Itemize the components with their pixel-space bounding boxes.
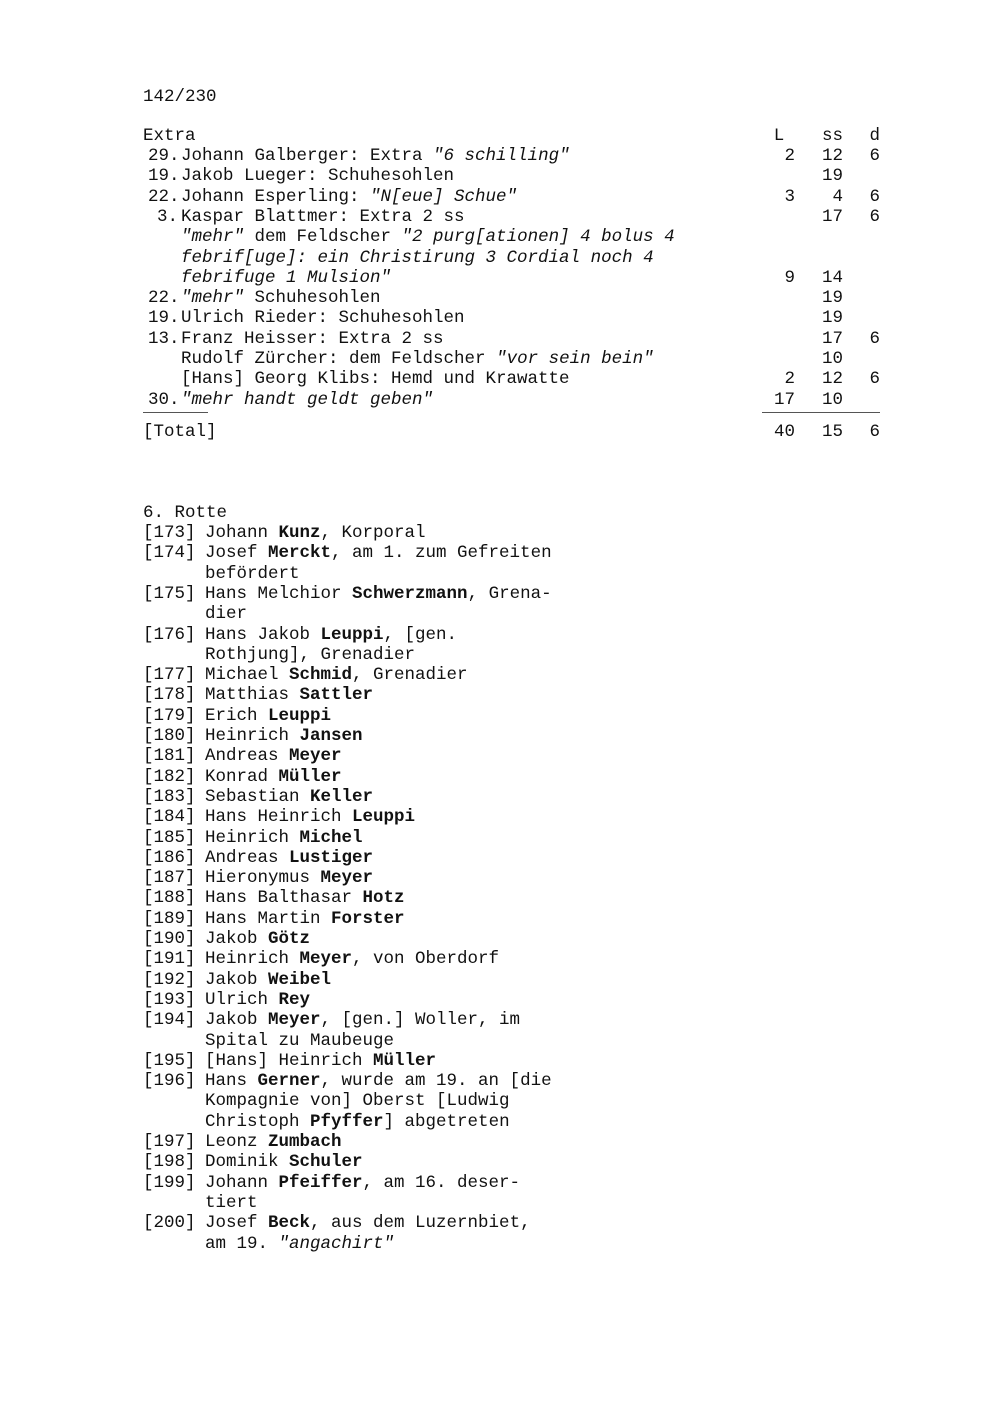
member-name [205, 949, 499, 969]
entry-quote: "mehr handt geldt geben" [181, 390, 434, 410]
member-first-name: Hans Melchior [205, 584, 353, 604]
member-note-text: Spital zu Maubeuge [205, 1031, 395, 1051]
total-d: 6 [869, 422, 880, 442]
member-surname: Schwerzmann [352, 584, 468, 604]
member-id: [188] [143, 888, 196, 908]
member-note-text: am 19. [205, 1234, 279, 1254]
entry-L: 17 [773, 390, 795, 410]
member-id: [197] [143, 1132, 196, 1152]
member-id: [182] [143, 767, 196, 787]
member-note-text: Kompagnie von] Oberst [Ludwig [205, 1091, 510, 1111]
entry-day: 30. [148, 390, 180, 410]
member-note-text: Christoph [205, 1112, 311, 1132]
member-first-name: Hans Heinrich [205, 807, 353, 827]
entry-description: dem Feldscher [244, 227, 402, 247]
member-name [205, 787, 373, 807]
entry-quote: "6 schilling" [433, 146, 570, 166]
entry-text [181, 166, 454, 186]
entry-description: Johann Esperling: [181, 187, 371, 207]
member-name [205, 685, 373, 705]
member-surname: Müller [278, 767, 342, 787]
entry-ss: 12 [821, 369, 843, 389]
member-first-name: Andreas [205, 746, 290, 766]
member-note: , Korporal [320, 523, 426, 543]
member-surname: Gerner [257, 1071, 321, 1091]
member-name [205, 523, 426, 543]
entry-quote: "N[eue] Schue" [370, 187, 518, 207]
entry-description: Jakob Lueger: Schuhesohlen [181, 166, 455, 186]
member-note-surname: Pfyffer [310, 1112, 384, 1132]
member-note-continued [205, 645, 415, 665]
member-surname: Meyer [320, 868, 374, 888]
member-id: [196] [143, 1071, 196, 1091]
member-first-name: Jakob [205, 970, 269, 990]
member-name [205, 970, 331, 990]
member-id: [180] [143, 726, 196, 746]
column-header-L: L [773, 126, 785, 146]
member-surname: Zumbach [268, 1132, 342, 1152]
member-surname: Weibel [268, 970, 332, 990]
member-id: [195] [143, 1051, 196, 1071]
member-name [205, 888, 405, 908]
entry-day: 22. [148, 288, 180, 308]
entry-ss: 19 [821, 308, 843, 328]
member-first-name: Heinrich [205, 726, 300, 746]
member-surname: Meyer [289, 746, 342, 766]
member-note-continued [205, 1193, 258, 1213]
entry-day: 13. [148, 329, 180, 349]
member-first-name: Heinrich [205, 828, 300, 848]
member-surname: Müller [373, 1051, 437, 1071]
entry-quote: "2 purg[ationen] 4 bolus 4 [401, 227, 675, 247]
member-name [205, 1173, 520, 1193]
member-name [205, 767, 342, 787]
member-surname: Kunz [278, 523, 321, 543]
entry-ss: 10 [821, 390, 843, 410]
member-name [205, 807, 415, 827]
member-note: , Grenadier [352, 665, 468, 685]
entry-ss: 12 [821, 146, 843, 166]
member-surname: Michel [299, 828, 363, 848]
member-first-name: Jakob [205, 929, 269, 949]
member-name [205, 929, 310, 949]
entry-ss: 17 [821, 207, 843, 227]
member-note-continued [205, 1112, 510, 1132]
member-name [205, 1213, 531, 1233]
member-name [205, 625, 457, 645]
member-name [205, 706, 331, 726]
member-note-text: befördert [205, 564, 300, 584]
member-note: , von Oberdorf [352, 949, 500, 969]
extra-title: Extra [143, 126, 196, 146]
member-surname: Beck [268, 1213, 311, 1233]
member-surname: Schuler [289, 1152, 363, 1172]
column-header-ss: ss [821, 126, 843, 146]
divider-left [143, 412, 208, 413]
member-name [205, 1132, 342, 1152]
member-id: [184] [143, 807, 196, 827]
member-first-name: Josef [205, 1213, 269, 1233]
member-surname: Meyer [268, 1010, 321, 1030]
entry-L: 3 [784, 187, 795, 207]
total-ss: 15 [821, 422, 843, 442]
member-surname: Leuppi [320, 625, 384, 645]
member-id: [176] [143, 625, 196, 645]
entry-ss: 4 [832, 187, 843, 207]
member-surname: Rey [278, 990, 311, 1010]
entry-d: 6 [869, 207, 880, 227]
member-id: [193] [143, 990, 196, 1010]
entry-text [181, 146, 570, 166]
entry-description: [Hans] Georg Klibs: Hemd und Krawatte [181, 369, 570, 389]
entry-text [181, 349, 654, 369]
member-id: [185] [143, 828, 196, 848]
member-id: [198] [143, 1152, 196, 1172]
member-note-continued [205, 1031, 394, 1051]
entry-description: Rudolf Zürcher: dem Feldscher [181, 349, 497, 369]
entry-quote: "mehr" [181, 288, 245, 308]
member-id: [192] [143, 970, 196, 990]
member-note-quote: "angachirt" [278, 1234, 395, 1254]
member-surname: Schmid [289, 665, 353, 685]
member-first-name: Sebastian [205, 787, 311, 807]
entry-d: 6 [869, 146, 880, 166]
member-name [205, 543, 552, 563]
entry-day: 19. [148, 166, 180, 186]
member-id: [177] [143, 665, 196, 685]
member-surname: Merckt [268, 543, 332, 563]
entry-text [181, 369, 570, 389]
member-id: [187] [143, 868, 196, 888]
entry-text [181, 187, 517, 207]
member-first-name: Jakob [205, 1010, 269, 1030]
entry-text [181, 288, 381, 308]
member-name [205, 746, 342, 766]
member-id: [173] [143, 523, 196, 543]
member-id: [178] [143, 685, 196, 705]
member-surname: Götz [268, 929, 311, 949]
member-surname: Hotz [362, 888, 405, 908]
member-note: , Grena- [467, 584, 552, 604]
entry-d: 6 [869, 369, 880, 389]
member-name [205, 868, 373, 888]
member-name [205, 726, 363, 746]
member-first-name: Josef [205, 543, 269, 563]
entry-day: 19. [148, 308, 180, 328]
member-first-name: Dominik [205, 1152, 290, 1172]
member-id: [190] [143, 929, 196, 949]
entry-quote: "vor sein bein" [496, 349, 654, 369]
member-first-name: Michael [205, 665, 290, 685]
member-id: [175] [143, 584, 196, 604]
total-label: [Total] [143, 422, 217, 442]
column-header-d: d [869, 126, 880, 146]
member-note: , aus dem Luzernbiet, [310, 1213, 531, 1233]
member-first-name: Hans Martin [205, 909, 332, 929]
member-id: [191] [143, 949, 196, 969]
member-name [205, 909, 405, 929]
entry-text [181, 390, 433, 410]
member-name [205, 848, 373, 868]
entry-description: Franz Heisser: Extra 2 ss [181, 329, 444, 349]
member-surname: Meyer [299, 949, 353, 969]
entry-day: 29. [148, 146, 180, 166]
member-first-name: Ulrich [205, 990, 279, 1010]
member-first-name: Hans [205, 1071, 258, 1091]
member-id: [186] [143, 848, 196, 868]
member-note-text: dier [205, 604, 248, 624]
entry-day: 22. [148, 187, 180, 207]
member-name [205, 584, 552, 604]
member-id: [183] [143, 787, 196, 807]
member-first-name: Andreas [205, 848, 290, 868]
entry-ss: 19 [821, 288, 843, 308]
member-first-name: Johann [205, 1173, 279, 1193]
entry-quote: febrifuge 1 Mulsion" [181, 268, 392, 288]
entry-d: 6 [869, 187, 880, 207]
member-surname: Lustiger [289, 848, 374, 868]
entry-ss: 19 [821, 166, 843, 186]
member-first-name: Erich [205, 706, 269, 726]
member-note: , [gen.] Woller, im [320, 1010, 521, 1030]
member-note: , am 16. deser- [362, 1173, 521, 1193]
member-id: [179] [143, 706, 196, 726]
entry-L: 2 [784, 369, 795, 389]
member-first-name: Johann [205, 523, 279, 543]
member-first-name: Hans Jakob [205, 625, 321, 645]
member-note: , wurde am 19. an [die [320, 1071, 552, 1091]
member-first-name: Konrad [205, 767, 279, 787]
entry-text [181, 329, 444, 349]
member-first-name: Heinrich [205, 949, 300, 969]
member-id: [200] [143, 1213, 196, 1233]
member-name [205, 1152, 363, 1172]
member-note-text: Rothjung], Grenadier [205, 645, 416, 665]
entry-description: Schuhesohlen [244, 288, 381, 308]
member-note-continued [205, 564, 300, 584]
member-id: [174] [143, 543, 196, 563]
member-id: [181] [143, 746, 196, 766]
entry-text [181, 268, 391, 288]
member-surname: Leuppi [352, 807, 416, 827]
entry-day: 3. [156, 207, 178, 227]
entry-quote: "mehr" [181, 227, 245, 247]
entry-description: Ulrich Rieder: Schuhesohlen [181, 308, 465, 328]
entry-text [181, 308, 465, 328]
entry-L: 9 [784, 268, 795, 288]
member-note: , am 1. zum Gefreiten [331, 543, 552, 563]
member-note-continued [205, 604, 247, 624]
page-number: 142/230 [143, 87, 217, 107]
member-name [205, 828, 363, 848]
member-first-name: [Hans] Heinrich [205, 1051, 374, 1071]
member-note-text: tiert [205, 1193, 258, 1213]
entry-ss: 17 [821, 329, 843, 349]
member-name [205, 1051, 436, 1071]
entry-ss: 10 [821, 349, 843, 369]
member-name [205, 1010, 520, 1030]
entry-description: Kaspar Blattmer: Extra 2 ss [181, 207, 465, 227]
member-note-continued [205, 1234, 394, 1254]
member-id: [189] [143, 909, 196, 929]
entry-d: 6 [869, 329, 880, 349]
member-first-name: Hieronymus [205, 868, 321, 888]
member-note-text: ] abgetreten [383, 1112, 510, 1132]
entry-text [181, 227, 675, 247]
entry-ss: 14 [821, 268, 843, 288]
member-note: , [gen. [383, 625, 458, 645]
entry-description: Johann Galberger: Extra [181, 146, 434, 166]
member-first-name: Leonz [205, 1132, 269, 1152]
member-surname: Jansen [299, 726, 363, 746]
member-surname: Forster [331, 909, 405, 929]
member-surname: Pfeiffer [278, 1173, 363, 1193]
member-id: [199] [143, 1173, 196, 1193]
entry-text [181, 207, 465, 227]
divider-right [762, 412, 880, 413]
member-name [205, 665, 468, 685]
member-first-name: Matthias [205, 685, 300, 705]
member-first-name: Hans Balthasar [205, 888, 363, 908]
member-surname: Keller [310, 787, 374, 807]
member-surname: Leuppi [268, 706, 332, 726]
member-name [205, 1071, 552, 1091]
total-L: 40 [773, 422, 795, 442]
member-id: [194] [143, 1010, 196, 1030]
entry-quote: febrif[uge]: ein Christirung 3 Cordial noch 4 [181, 248, 654, 268]
member-name [205, 990, 310, 1010]
entry-L: 2 [784, 146, 795, 166]
rotte-title: 6. Rotte [143, 503, 228, 523]
entry-text [181, 248, 654, 268]
member-note-continued [205, 1091, 510, 1111]
member-surname: Sattler [299, 685, 374, 705]
